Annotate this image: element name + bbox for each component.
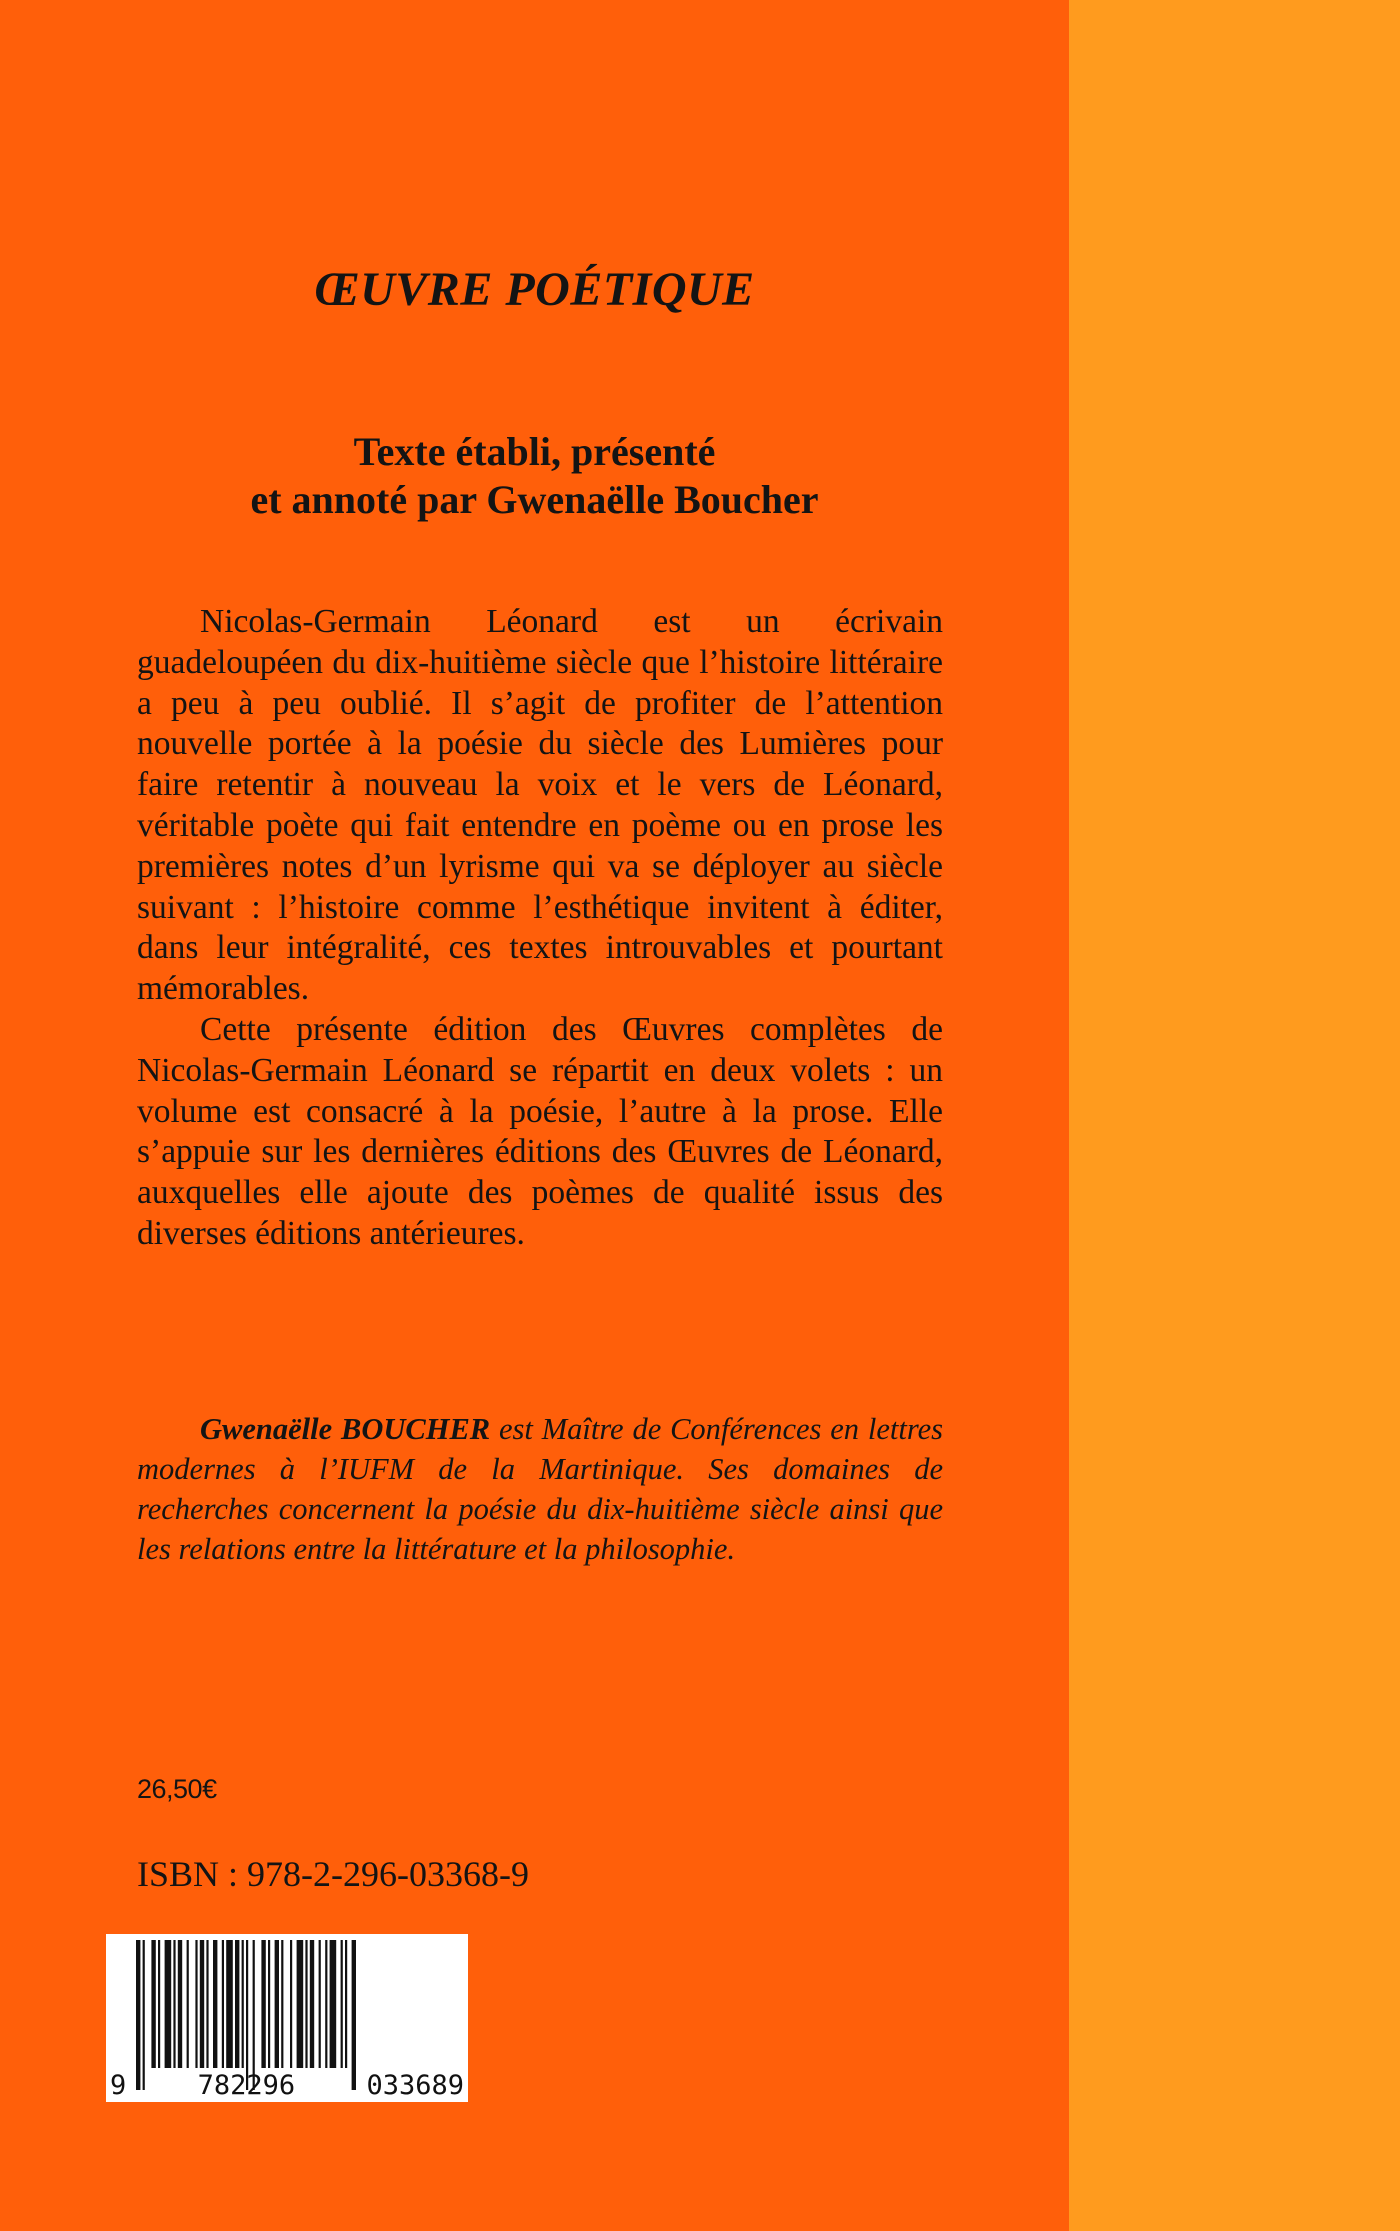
barcode-bar (290, 1940, 292, 2068)
barcode-bar (319, 1940, 321, 2068)
book-spine (1069, 0, 1400, 2231)
barcode-bar (246, 1940, 248, 2090)
barcode-bar (261, 1940, 265, 2068)
barcode-bar (281, 1940, 283, 2068)
barcode-bar (200, 1940, 204, 2068)
barcode (106, 1934, 468, 2102)
author-bio (137, 1409, 943, 1569)
barcode-bar (235, 1940, 239, 2068)
barcode-bar (151, 1940, 155, 2068)
barcode-bar (213, 1940, 217, 2068)
isbn: ISBN : 978-2-296-03368-9 (137, 1854, 529, 1894)
barcode-bar (165, 1940, 172, 2068)
author-bio-text: est Maître de Conférences en lettres modernes à l’IUFM de la Martinique. Ses domaines de recherches concernent la poésie du dix-huitième siècle ainsi que les relations entre la littérature et la philosophie. (137, 1412, 943, 1566)
barcode-bar (206, 1940, 208, 2068)
blurb-paragraph-2: Cette présente édition des Œuvres complètes de Nicolas-Germain Léonard se répartit en deux volets : un volume est consacré à la poésie, l’autre à la prose. Elle s’appuie sur les dernières éditions des Œuvres de Léonard, auxquelles elle ajoute des poèmes de qualité issus des diverses éditions antérieures. (137, 1010, 943, 1252)
barcode-bar (352, 1940, 356, 2090)
barcode-bar (253, 1940, 255, 2090)
blurb-paragraph-1: Nicolas-Germain Léonard est un écrivain guadeloupéen du dix-huitième siècle que l’histoire littéraire a peu à peu oublié. Il s’agit de profiter de l’attention nouvelle portée à la poésie du siècle des Lumières pour faire retentir à nouveau la voix et le vers de Léonard, véritable poète qui fait entendre en poème ou en prose les premières notes d’un lyrisme qui va se déployer au siècle suivant : l’histoire comme l’esthétique invitent à éditer, dans leur intégralité, ces textes introuvables et pourtant mémorables. (137, 603, 943, 1008)
barcode-bar (242, 1940, 244, 2068)
barcode-bar (222, 1940, 224, 2068)
barcode-bar (173, 1940, 175, 2068)
barcode-bar (325, 1940, 327, 2068)
barcode-bar (341, 1940, 343, 2068)
barcode-digit-group-2: 782296 (197, 2070, 296, 2101)
barcode-bar (297, 1940, 304, 2068)
price: 26,50€ (137, 1774, 217, 1804)
subtitle-line-1: Texte établi, présenté (353, 429, 716, 474)
barcode-digit-group-1: 9 (110, 2070, 127, 2101)
subtitle-line-2: et annoté par Gwenaëlle Boucher (250, 477, 819, 522)
barcode-bar (305, 1940, 307, 2068)
book-title: ŒUVRE POÉTIQUE (314, 263, 755, 316)
author-name: Gwenaëlle BOUCHER (200, 1412, 491, 1446)
barcode-digits (110, 2070, 464, 2102)
barcode-bar (158, 1940, 160, 2068)
barcode-bar (330, 1940, 337, 2068)
book-subtitle (0, 428, 1069, 524)
barcode-bar (310, 1940, 314, 2068)
barcode-bar (143, 1940, 145, 2090)
blurb (137, 602, 943, 1255)
barcode-bar (345, 1940, 347, 2068)
barcode-bar (136, 1940, 140, 2090)
barcode-bar (195, 1940, 197, 2068)
barcode-bar (268, 1940, 270, 2068)
barcode-bar (178, 1940, 182, 2068)
barcode-digit-group-3: 033689 (366, 2070, 464, 2101)
barcode-bar (275, 1940, 279, 2068)
barcode-bar (187, 1940, 189, 2068)
barcode-bar (226, 1940, 233, 2068)
